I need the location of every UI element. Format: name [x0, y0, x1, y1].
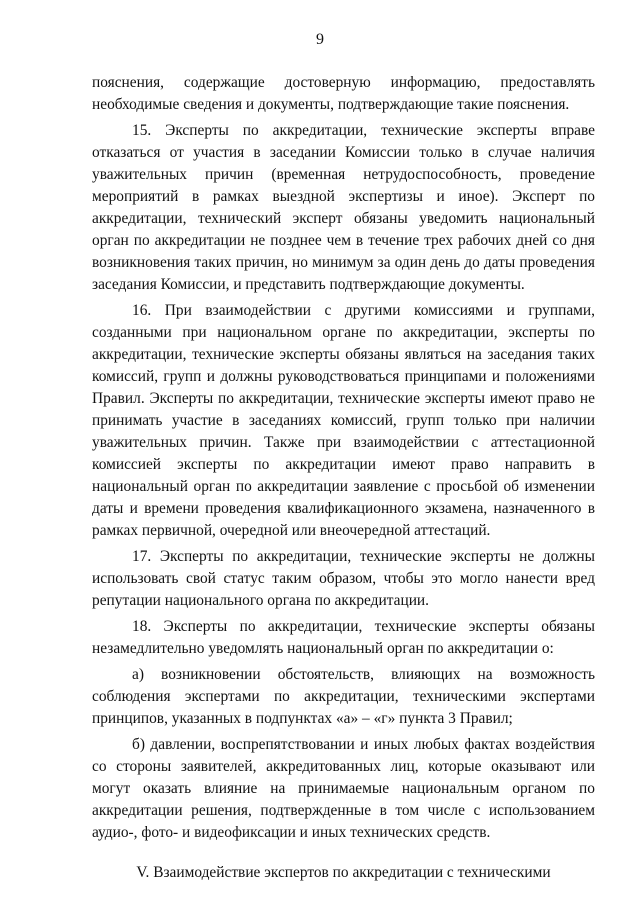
paragraph-16: 16. При взаимодействии с другими комиссиями и группами, созданными при национальном органе по аккредитации, эксперты по аккредитации, технические эксперты обязаны являться на заседания таких комиссий, групп и должны руководствоваться принципами и положениями Правил. Эксперты по аккредитации, технические эксперты имеют право не принимать участие в заседаниях комиссий, групп только при наличии уважительных причин. Также при взаимодействии с аттестационной комиссией эксперты по аккредитации имеют право направить в национальный орган по аккредитации заявление с просьбой об изменении даты и времени проведения квалификационного экзамена, назначенного в рамках первичной, очередной или внеочередной аттестаций.	[92, 302, 595, 539]
subparagraph-b: б) давлении, воспрепятствовании и иных любых фактах воздействия со стороны заявителей, аккредитованных лиц, которые оказывают или могут оказать влияние на принимаемые национальным органом по аккредитации решения, подтвержденные в том числе с использованием аудио-, фото- и видеофиксации и иных технических средств.	[92, 736, 595, 841]
section-heading: V. Взаимодействие экспертов по аккредитации с техническими	[136, 864, 551, 881]
paragraph-15: 15. Эксперты по аккредитации, технические эксперты вправе отказаться от участия в заседании Комиссии только в случае наличия уважительных причин (временная нетрудоспособность, проведение мероприятий в рамках выездной экспертизы и иное). Эксперт по аккредитации, технический эксперт обязаны уведомить национальный орган по аккредитации не позднее чем в течение трех рабочих дней со дня возникновения таких причин, но минимум за один день до даты проведения заседания Комиссии, и представить подтверждающие документы.	[92, 122, 595, 293]
document-body	[92, 72, 595, 884]
paragraph-17: 17. Эксперты по аккредитации, технические эксперты не должны использовать свой статус таким образом, чтобы это могло нанести вред репутации национального органа по аккредитации.	[92, 548, 595, 609]
paragraph-18: 18. Эксперты по аккредитации, технические эксперты обязаны незамедлительно уведомлять национальный орган по аккредитации о:	[92, 618, 595, 657]
subparagraph-a: а) возникновении обстоятельств, влияющих на возможность соблюдения экспертами по аккредитации, техническими экспертами принципов, указанных в подпунктах «а» – «г» пункта 3 Правил;	[92, 666, 595, 727]
paragraph-continuation: пояснения, содержащие достоверную информацию, предоставлять необходимые сведения и документы, подтверждающие такие пояснения.	[92, 74, 595, 113]
page-number: 9	[316, 31, 324, 48]
